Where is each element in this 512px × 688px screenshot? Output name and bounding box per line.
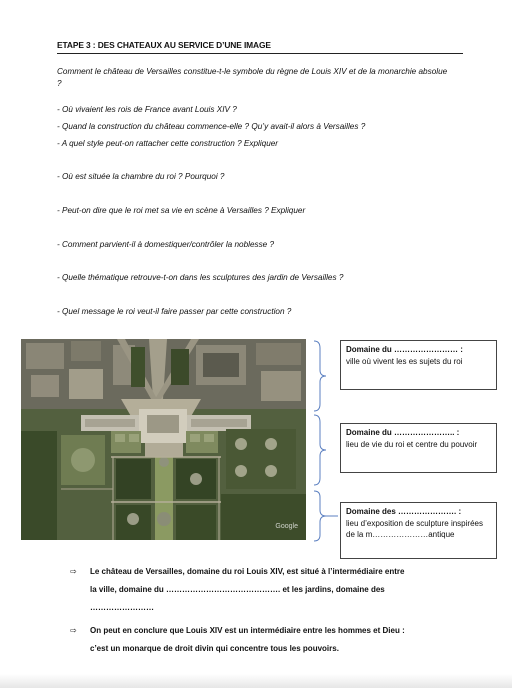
question-item: - A quel style peut-on rattacher cette construction ? Expliquer — [57, 139, 279, 148]
box-chateau — [340, 423, 497, 473]
box-gardens-title: Domaine des …………………. : — [346, 507, 462, 516]
arrow-icon: ⇨ — [70, 626, 77, 635]
question-item: - Où est située la chambre du roi ? Pourquoi ? — [57, 172, 225, 181]
conclusion-1-line1: Le château de Versailles, domaine du roi Louis XIV, est situé à l’intermédiaire entre — [90, 567, 405, 576]
bracket-gardens — [312, 490, 340, 542]
box-town — [340, 340, 497, 390]
question-item: - Quand la construction du château commence-elle ? Qu’y avait-il alors à Versailles ? — [57, 122, 366, 131]
box-town-title: Domaine du …………………… : — [346, 345, 463, 354]
conclusion-2-line2: c’est un monarque de droit divin qui concentre tous les pouvoirs. — [90, 644, 339, 653]
box-chateau-text: lieu de vie du roi et centre du pouvoir — [346, 439, 478, 449]
bracket-chateau — [312, 414, 332, 486]
section-heading: ETAPE 3 : DES CHATEAUX AU SERVICE D’UNE IMAGE — [57, 40, 463, 54]
intro-question: Comment le château de Versailles constitue-t-le symbole du règne de Louis XIV et de la monarchie absolue ? — [57, 67, 448, 88]
question-item: - Comment parvient-il à domestiquer/contrôler la noblesse ? — [57, 240, 275, 249]
bracket-town — [312, 340, 332, 412]
question-item: - Quelle thématique retrouve-t-on dans les sculptures des jardin de Versailles ? — [57, 273, 344, 282]
page-edge-shadow — [0, 674, 512, 688]
google-watermark: Google — [275, 523, 298, 530]
arrow-icon: ⇨ — [70, 567, 77, 576]
question-item: - Quel message le roi veut-il faire passer par cette construction ? — [57, 307, 292, 316]
box-chateau-title: Domaine du ………………….. : — [346, 428, 460, 437]
versailles-aerial-photo — [21, 339, 306, 540]
question-item: - Peut-on dire que le roi met sa vie en scène à Versailles ? Expliquer — [57, 206, 306, 215]
box-town-text: ville où vivent les es sujets du roi — [346, 356, 463, 366]
question-item: - Où vivaient les rois de France avant Louis XIV ? — [57, 105, 237, 114]
conclusion-1-line3: …………………… — [90, 603, 154, 612]
conclusion-2-line1: On peut en conclure que Louis XIV est un intermédiaire entre les hommes et Dieu : — [90, 626, 405, 635]
box-gardens — [340, 502, 497, 559]
box-gardens-text: lieu d’exposition de sculpture inspirées de la m…………………antique — [346, 518, 483, 539]
conclusion-1-line2: la ville, domaine du ……………………………………. et les jardins, domaine des — [90, 585, 385, 594]
